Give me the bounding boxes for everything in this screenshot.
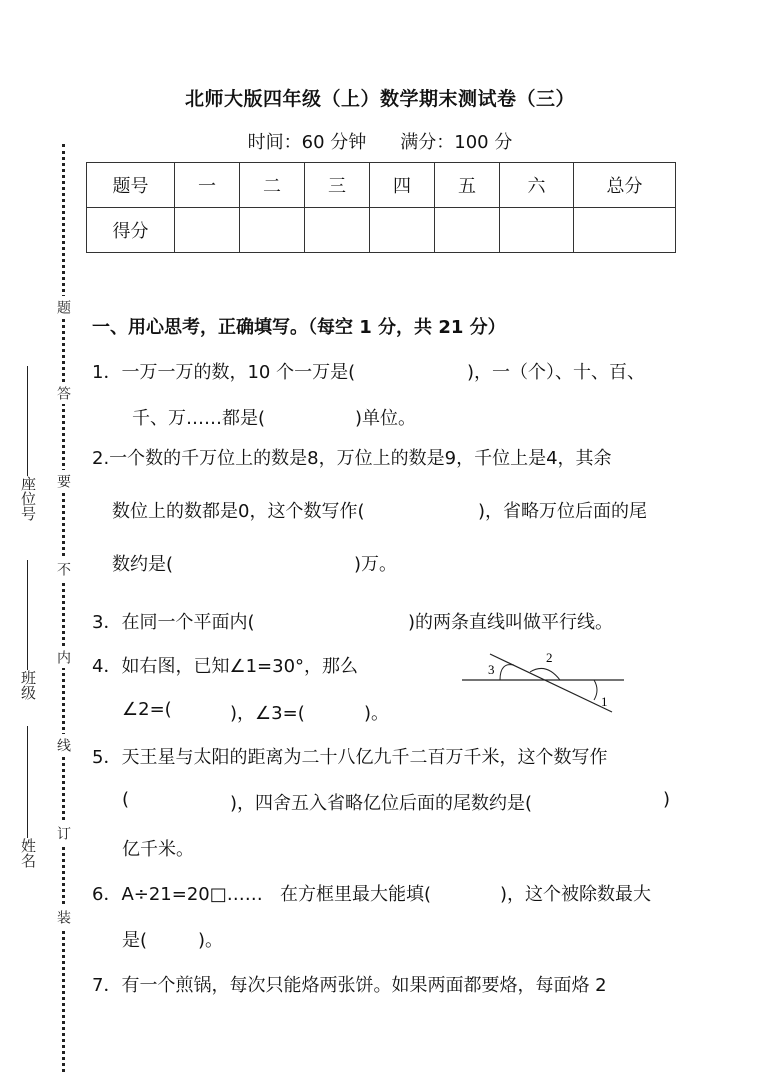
q5-text-a: 5．天王星与太阳的距离为二十八亿九千二百万千米，这个数写作 — [92, 747, 608, 768]
notice-char-8: 装 — [56, 906, 70, 928]
angle-figure — [456, 640, 632, 716]
q2-text-c: )，省略万位后面的尾 — [478, 501, 648, 522]
binding-dotted-line — [62, 144, 65, 1072]
seat-number-field[interactable] — [20, 362, 35, 521]
notice-char-6: 线 — [56, 734, 70, 756]
table-header-row — [87, 163, 676, 208]
q2-text-b: 数位上的数都是0，这个数写作( — [112, 501, 365, 522]
name-field[interactable] — [20, 722, 35, 868]
name-label: 姓名 — [19, 838, 37, 868]
table-cell: 六 — [500, 163, 574, 208]
table-cell: 总分 — [574, 163, 676, 208]
q5-text-d: ) — [663, 789, 671, 810]
q1-text-d: )单位。 — [355, 408, 417, 429]
q4-text-d: )。 — [364, 703, 390, 724]
exam-subtitle — [0, 128, 760, 154]
q6-text-a: 6．A÷21=20□…… — [92, 884, 263, 905]
table-cell: 三 — [305, 163, 370, 208]
angle-3-arc — [500, 665, 514, 680]
table-cell: 得分 — [87, 208, 175, 253]
score-input-cell[interactable] — [574, 208, 676, 253]
q1-text-c: 千、万……都是( — [132, 408, 266, 429]
angle-label-2: 2 — [546, 650, 553, 665]
q2-text-d: 数约是( — [112, 554, 174, 575]
q7-text-a: 7．有一个煎锅，每次只能烙两张饼。如果两面都要烙，每面烙 2 — [92, 975, 607, 996]
notice-char-3: 要 — [56, 470, 70, 492]
q4-text-a: 4．如右图，已知∠1=30°，那么 — [92, 656, 359, 677]
page-title: 北师大版四年级（上）数学期末测试卷（三） — [184, 88, 575, 110]
q1-text-b: )，一（个）、十、百、 — [467, 362, 646, 383]
q6-text-b: 在方框里最大能填( — [280, 884, 432, 905]
class-blank[interactable] — [27, 560, 28, 670]
score-input-cell[interactable] — [435, 208, 500, 253]
full-score: 满分：100 分 — [400, 132, 513, 153]
table-cell: 一 — [175, 163, 240, 208]
notice-char-5: 内 — [56, 646, 70, 668]
seat-number-label: 座位号 — [19, 476, 37, 521]
q5-text-e: 亿千米。 — [122, 839, 194, 860]
score-table — [86, 162, 676, 253]
q1-text-a: 1．一万一万的数，10 个一万是( — [92, 362, 356, 383]
q3-text-a: 3．在同一个平面内( — [92, 612, 255, 633]
notice-char-7: 订 — [56, 822, 70, 844]
score-input-cell[interactable] — [305, 208, 370, 253]
score-input-cell[interactable] — [500, 208, 574, 253]
q6-text-e: )。 — [198, 930, 224, 951]
score-input-cell[interactable] — [370, 208, 435, 253]
q6-text-c: )，这个被除数最大 — [500, 884, 652, 905]
score-input-cell[interactable] — [240, 208, 305, 253]
q5-text-c: )，四舍五入省略亿位后面的尾数约是( — [230, 793, 533, 814]
angle-label-3: 3 — [488, 662, 495, 677]
q3-text-b: )的两条直线叫做平行线。 — [408, 612, 614, 633]
class-field[interactable] — [20, 556, 35, 700]
section-heading: 一、用心思考，正确填写。（每空 1 分，共 21 分） — [92, 317, 506, 338]
q2-text-a: 2.一个数的千万位上的数是8，万位上的数是9，千位上是4，其余 — [92, 448, 612, 469]
q4-text-c: )，∠3=( — [230, 703, 305, 724]
q4-text-b: ∠2=( — [122, 699, 172, 720]
time-limit: 时间：60 分钟 — [247, 132, 367, 153]
q2-text-e: )万。 — [354, 554, 398, 575]
class-label: 班级 — [19, 670, 37, 700]
notice-char-4: 不 — [56, 558, 70, 580]
seat-number-blank[interactable] — [27, 366, 28, 476]
angle-label-1: 1 — [601, 694, 608, 709]
angle-1-arc — [594, 680, 597, 700]
table-cell: 五 — [435, 163, 500, 208]
table-cell: 题号 — [87, 163, 175, 208]
angle-2-arc — [530, 668, 560, 680]
q6-text-d: 是( — [122, 930, 148, 951]
table-cell: 四 — [370, 163, 435, 208]
table-cell: 二 — [240, 163, 305, 208]
table-score-row — [87, 208, 676, 253]
notice-char-1: 题 — [56, 296, 70, 318]
score-input-cell[interactable] — [175, 208, 240, 253]
notice-char-2: 答 — [56, 382, 70, 404]
q5-text-b: ( — [122, 789, 130, 810]
name-blank[interactable] — [27, 726, 28, 838]
